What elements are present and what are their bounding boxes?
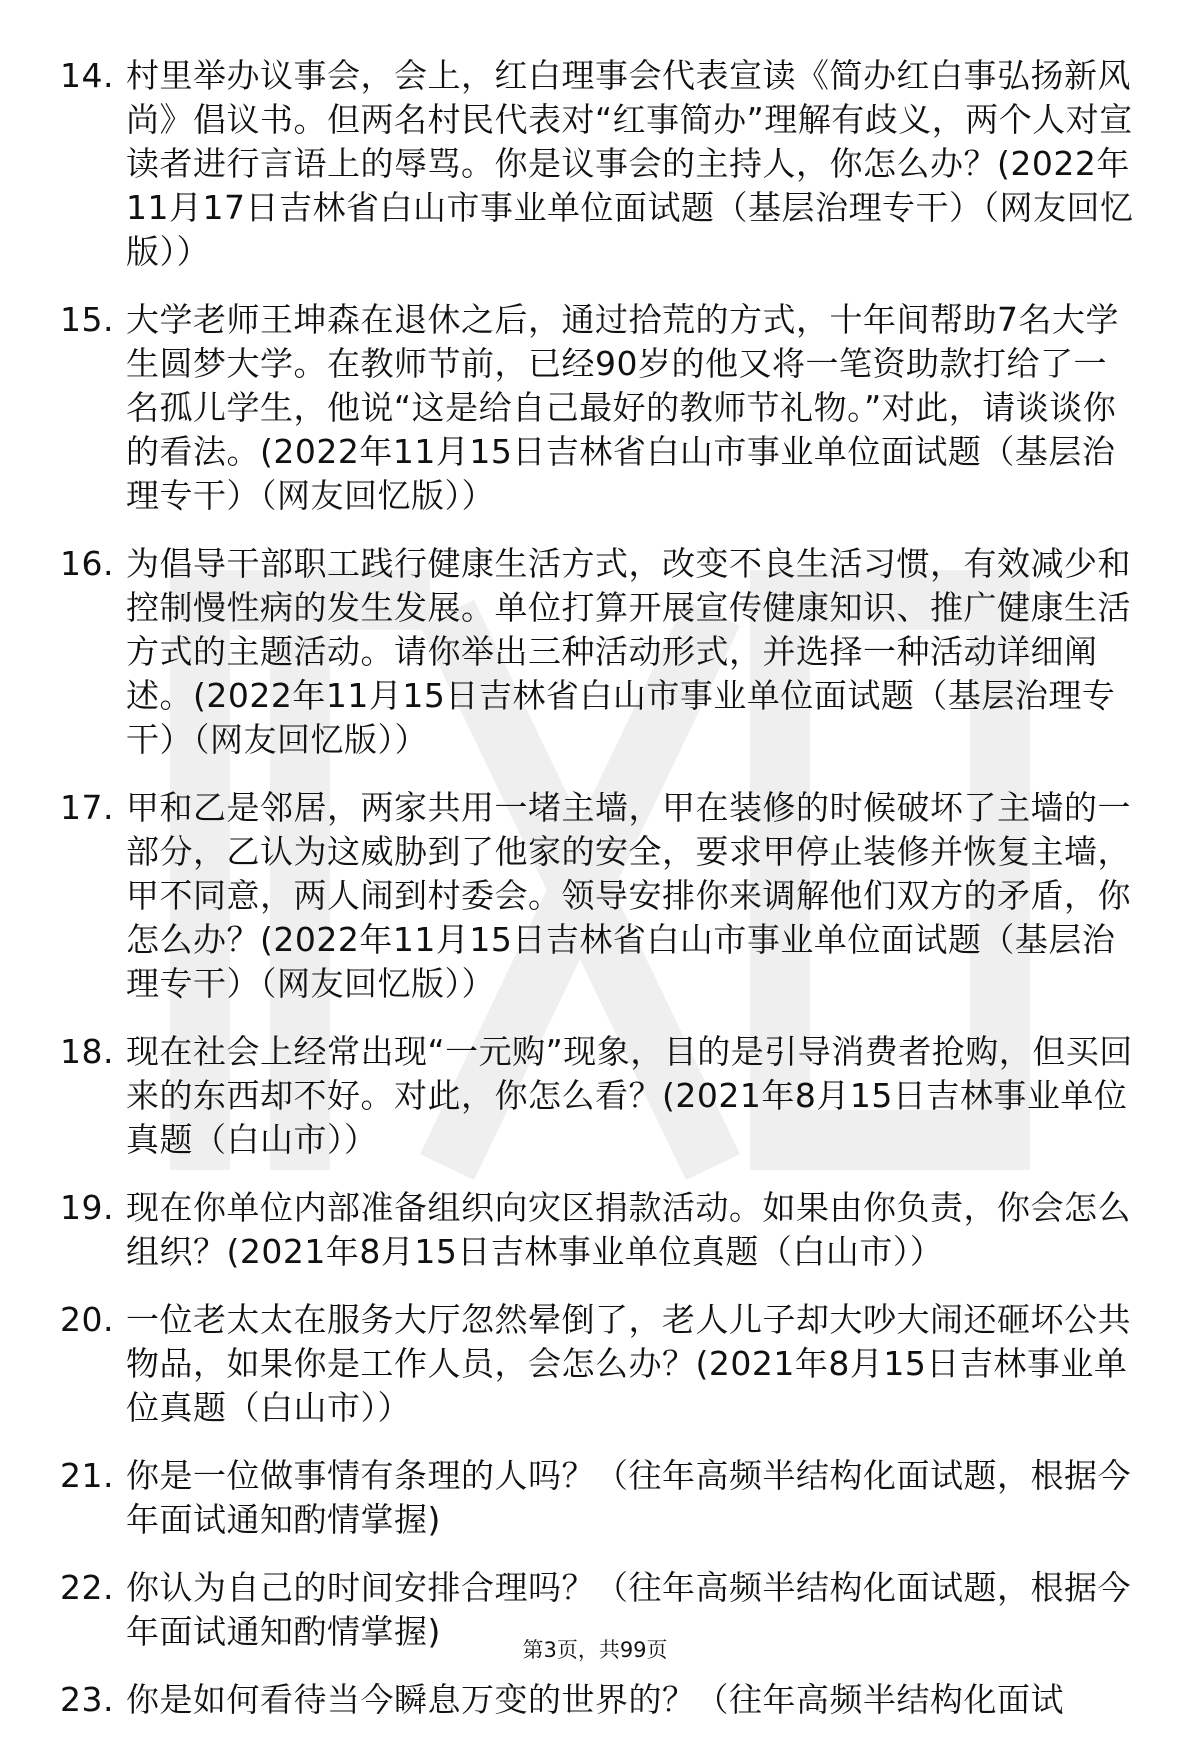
question-item-23 (60, 1678, 1140, 1722)
question-text: 为倡导干部职工践行健康生活方式，改变不良生活习惯，有效减少和控制慢性病的发生发展。单位打算开展宣传健康知识、推广健康生活方式的主题活动。请你举出三种活动形式，并选择一种活动详细阐述。(2022年11月15日吉林省白山市事业单位面试题（基层治理专干）（网友回忆版）） (126, 544, 1131, 759)
question-number: 22. (60, 1568, 114, 1607)
question-item-16 (60, 542, 1140, 762)
question-text: 你是如何看待当今瞬息万变的世界的？（往年高频半结构化面试 (126, 1680, 1064, 1719)
question-text: 你是一位做事情有条理的人吗？（往年高频半结构化面试题，根据今年面试通知酌情掌握) (126, 1456, 1131, 1539)
question-number: 21. (60, 1456, 114, 1495)
question-number: 16. (60, 544, 114, 583)
question-item-17 (60, 786, 1140, 1006)
question-list (60, 54, 1140, 1746)
question-text: 甲和乙是邻居，两家共用一堵主墙，甲在装修的时候破坏了主墙的一部分，乙认为这威胁到了他家的安全，要求甲停止装修并恢复主墙，甲不同意，两人闹到村委会。领导安排你来调解他们双方的矛盾，你怎么办？(2022年11月15日吉林省白山市事业单位面试题（基层治理专干）（网友回忆版）） (126, 788, 1131, 1003)
question-text: 现在你单位内部准备组织向灾区捐款活动。如果由你负责，你会怎么组织？(2021年8月15日吉林事业单位真题（白山市）） (126, 1188, 1131, 1271)
question-number: 23. (60, 1680, 114, 1719)
question-text: 村里举办议事会，会上，红白理事会代表宣读《简办红白事弘扬新风尚》倡议书。但两名村民代表对“红事简办”理解有歧义，两个人对宣读者进行言语上的辱骂。你是议事会的主持人，你怎么办？(2022年11月17日吉林省白山市事业单位面试题（基层治理专干）（网友回忆版）） (126, 56, 1134, 271)
question-text: 大学老师王坤森在退休之后，通过拾荒的方式，十年间帮助7名大学生圆梦大学。在教师节前，已经90岁的他又将一笔资助款打给了一名孤儿学生，他说“这是给自己最好的教师节礼物。”对此，请谈谈你的看法。(2022年11月15日吉林省白山市事业单位面试题（基层治理专干）（网友回忆版）） (126, 300, 1119, 515)
question-number: 15. (60, 300, 114, 339)
question-item-19 (60, 1186, 1140, 1274)
question-number: 14. (60, 56, 114, 95)
question-item-14 (60, 54, 1140, 274)
page-number-label: 第3页，共99页 (522, 1638, 668, 1662)
question-item-21 (60, 1454, 1140, 1542)
question-number: 19. (60, 1188, 114, 1227)
question-item-20 (60, 1298, 1140, 1430)
question-number: 20. (60, 1300, 114, 1339)
question-text: 现在社会上经常出现“一元购”现象，目的是引导消费者抢购，但买回来的东西却不好。对此，你怎么看？(2021年8月15日吉林事业单位真题（白山市）） (126, 1032, 1133, 1159)
question-text: 你认为自己的时间安排合理吗？（往年高频半结构化面试题，根据今年面试通知酌情掌握) (126, 1568, 1131, 1651)
question-item-15 (60, 298, 1140, 518)
question-number: 18. (60, 1032, 114, 1071)
question-number: 17. (60, 788, 114, 827)
question-text: 一位老太太在服务大厅忽然晕倒了，老人儿子却大吵大闹还砸坏公共物品，如果你是工作人员，会怎么办？(2021年8月15日吉林事业单位真题（白山市）） (126, 1300, 1131, 1427)
question-item-18 (60, 1030, 1140, 1162)
page-footer (0, 1636, 1190, 1664)
